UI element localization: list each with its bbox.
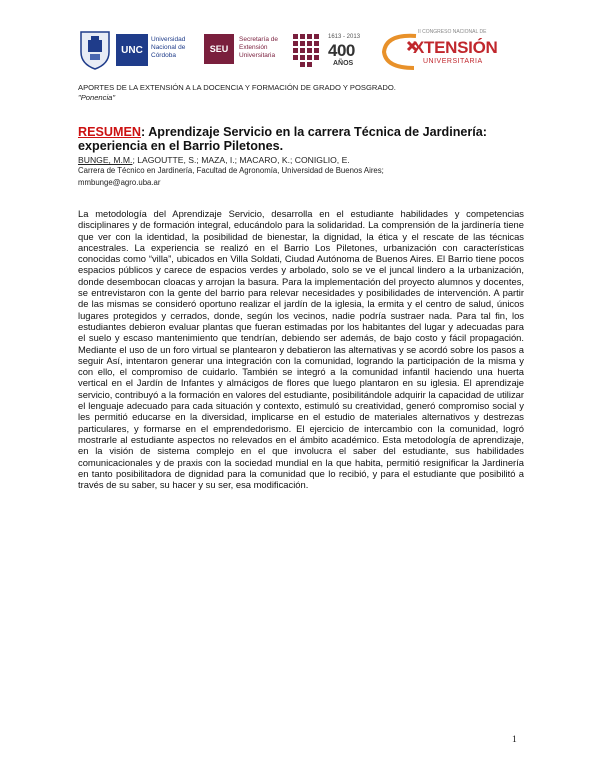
track-heading: APORTES DE LA EXTENSIÓN A LA DOCENCIA Y FORMACIÓN DE GRADO Y POSGRADO. [78,83,396,92]
title-text: : Aprendizaje Servicio en la carrera Técnica de Jardinería: experiencia en el Barrio Piletones. [78,125,487,153]
anniversary-dots-icon [291,32,325,72]
other-authors: ; LAGOUTTE, S.; MAZA, I.; MACARO, K.; CONIGLIO, E. [132,155,350,165]
extension-word: XTENSIÓN [413,38,498,57]
unc-logo: UNC [116,34,148,66]
extension-arc-icon [378,28,418,72]
paper-title [78,125,528,153]
extension-congress: II CONGRESO NACIONAL DE [418,29,487,35]
seu-logo: SEU [204,34,234,64]
seu-name: Secretaría de Extensión Universitaria [239,36,279,59]
anniversary-word: AÑOS [333,60,354,67]
extension-universitaria: UNIVERSITARIA [423,58,483,65]
affiliation: Carrera de Técnico en Jardinería, Facultad de Agronomía, Universidad de Buenos Aires; [78,166,384,175]
authors [78,155,350,165]
unc-name: Universidad Nacional de Córdoba [151,36,186,59]
abstract-body: La metodología del Aprendizaje Servicio, desarrolla en el estudiante habilidades y competencias disciplinares y de formación integral, educándolo para la solidaridad. La comprensión de la jardinería tiene que ver con la identidad, la posibilidad de bienestar, la dignidad, la ética y el rescate de las técnicas ancestrales. La experiencia se realizó en el Barrio Los Piletones, urbanización con características conocidas como “villa”, ubicados en Villa Soldati, Ciudad Autónoma de Buenos Aires. El Barrio tiene pocos espacios públicos y carece de espacios verdes y arbolado, solo se ve el juncal lindero a la urbanización, donde desembocan cloacas y arrojan la basura. Para la implementación del proyecto alumnos y docentes, se entrevistaron con la gente del barrio para relevar necesidades y posibilidades de intervención. A partir de las mismas se consideró oportuno realizar el jardín de la iglesia, la ermita y el centro de salud, únicos lugares protegidos y cerrados, donde, según los vecinos, nadie podría sustraer nada. Para tal fin, los estudiantes debieron evaluar plantas que fueran estimadas por los habitantes del lugar y adecuadas para el suelo y escaso mantenimiento que tendrían, debiendo ser además, de bajo costo y fácil propagación. Mediante el uso de un foro virtual se plantearon y debatieron las alternativas y se acordó sobre los pasos a seguir Así, intentaron generar una integración con la comunidad, logrando la participación de la misma y con ello, el compromiso de cuidarlo. También se integró a la comunidad infantil haciendo una huerta vertical en el Jardín de Infantes y almácigos de flores que luego plantaron en su iglesia. El aprendizaje servicio, contribuyó a la formación en valores del estudiante, posibilitándole adquirir la capacidad de utilizar el lenguaje adecuado para cada situación y contexto, estimuló su creatividad, generó compromiso social y les permitió educarse en la diversidad, implicarse en el estudio de materiales alternativos y destrezas particulares, y formarse en el emprendedorismo. El ejercicio de intercambio con la comunidad, logró mostrarle al estudiante aspectos no relevados en el ámbito académico. Esta metodología de aprendizaje, en la visión de sistema complejo en el que involucra el saber del estudiante, sus habilidades comunicacionales y de praxis con la sociedad mundial en la que habita, permitió resignificar la Jardinería en tanto posibilitadora de dignidad para la comunidad que lo recibió, y para el estudiante que posibilitó a través de su saber, su hacer y su ser, esa modificación. [78,208,524,491]
anniversary-number: 400 [328,41,355,60]
presentation-type: "Ponencia" [78,93,116,102]
title-lead: RESUMEN [78,125,141,139]
unc-shield-icon [78,30,112,70]
page-number: 1 [512,735,517,745]
contact-email: mmbunge@agro.uba.ar [78,178,161,187]
anniversary-logo [291,32,381,72]
extension-logo [378,26,518,74]
first-author: BUNGE, M.M. [78,155,133,165]
logo-bar [78,26,518,74]
anniversary-years: 1613 - 2013 [328,34,361,40]
